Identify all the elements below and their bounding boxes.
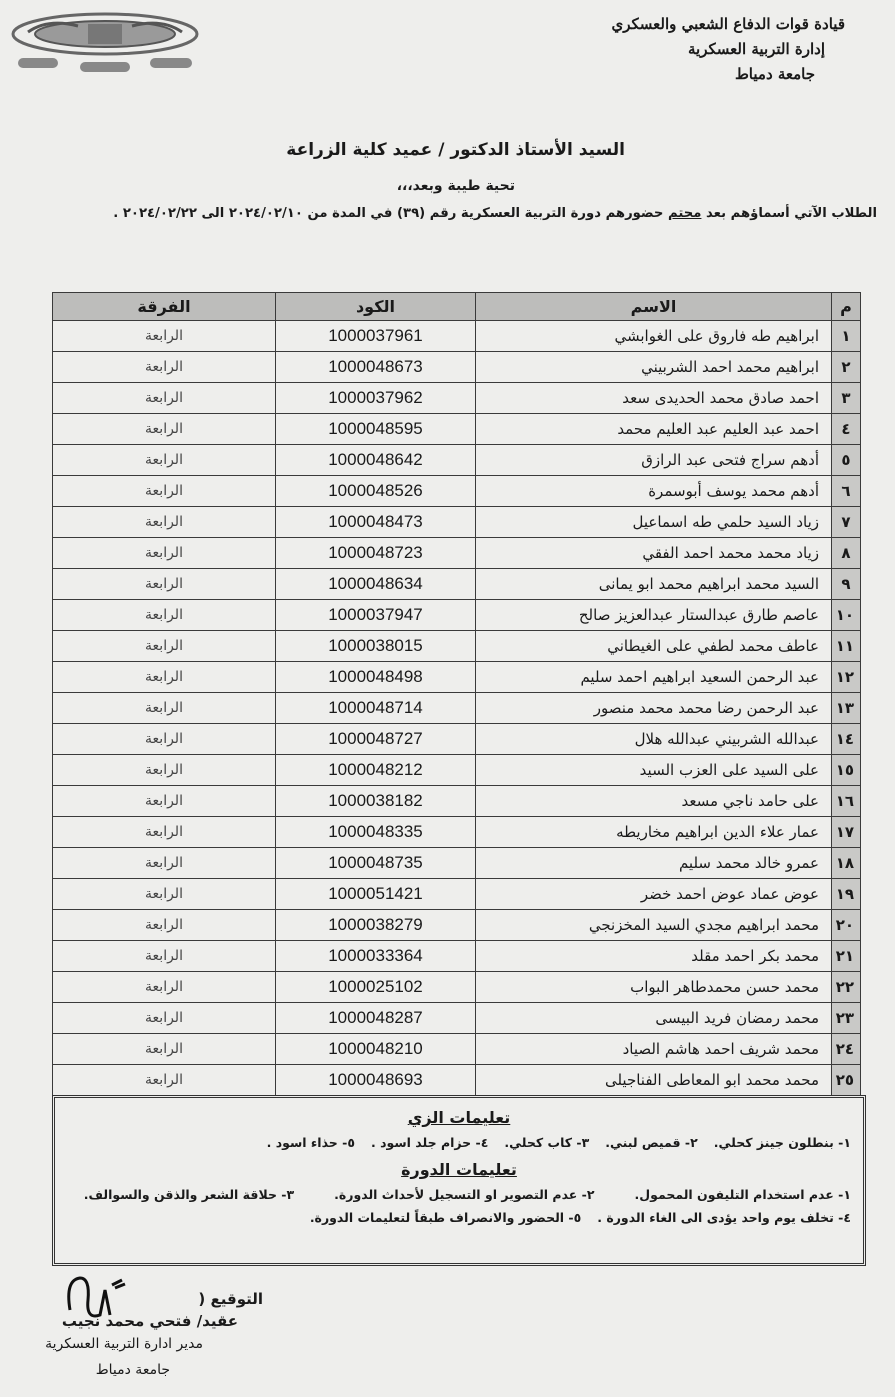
student-name: احمد عبد العليم عبد العليم محمد [476,414,832,445]
row-index: ٢٣ [832,1003,861,1034]
signatory-name: عقيد/ فتحي محمد نجيب [61,1312,238,1330]
student-code: 1000048210 [276,1034,476,1065]
row-index: ١٥ [832,755,861,786]
row-index: ٢١ [832,941,861,972]
uniform-title: تعليمات الزي [407,1108,511,1127]
row-index: ١٢ [832,662,861,693]
student-year: الرابعة [53,383,276,414]
student-code: 1000048723 [276,538,476,569]
row-index: ٧ [832,507,861,538]
table-row [53,755,861,786]
row-index: ١٨ [832,848,861,879]
signatory-university: جامعة دمياط [95,1362,170,1378]
intro-part-b: حضورهم دورة التربية العسكرية رقم (٣٩) في المدة من ٢٠٢٤/٠٢/١٠ الى ٢٠٢٤/٠٢/٢٢ . [113,206,664,221]
student-year: الرابعة [53,1034,276,1065]
table-row [53,383,861,414]
intro-underlined-word: محتم [668,206,702,221]
student-code: 1000048673 [276,352,476,383]
row-index: ٨ [832,538,861,569]
uniform-items [55,1135,863,1150]
row-index: ٢٠ [832,910,861,941]
signatory-title: مدير ادارة التربية العسكرية [45,1336,203,1352]
table-row [53,693,861,724]
table-row [53,724,861,755]
student-code: 1000048335 [276,817,476,848]
student-code: 1000048693 [276,1065,476,1096]
row-index: ١١ [832,631,861,662]
student-name: عبد الرحمن السعيد ابراهيم احمد سليم [476,662,832,693]
greeting: تحية طيبة وبعد،،، [396,178,515,194]
table-row [53,569,861,600]
student-year: الرابعة [53,476,276,507]
table-row [53,972,861,1003]
student-year: الرابعة [53,414,276,445]
student-year: الرابعة [53,445,276,476]
student-year: الرابعة [53,755,276,786]
table-header-row [53,293,861,321]
table-row [53,600,861,631]
table-row [53,414,861,445]
student-code: 1000048526 [276,476,476,507]
student-code: 1000033364 [276,941,476,972]
student-name: عمرو خالد محمد سليم [476,848,832,879]
table-row [53,1003,861,1034]
student-name: عاصم طارق عبدالستار عبدالعزيز صالح [476,600,832,631]
course-items-2 [55,1210,863,1225]
student-year: الرابعة [53,941,276,972]
student-year: الرابعة [53,538,276,569]
uniform-item: ٣- كاب كحلي. [504,1135,590,1150]
student-name: محمد ابراهيم مجدي السيد المخزنجي [476,910,832,941]
student-year: الرابعة [53,1065,276,1096]
student-code: 1000048634 [276,569,476,600]
student-name: زياد السيد حلمي طه اسماعيل [476,507,832,538]
header-name: الاسم [476,293,832,321]
row-index: ٢ [832,352,861,383]
table-row [53,321,861,352]
student-year: الرابعة [53,848,276,879]
student-code: 1000037947 [276,600,476,631]
student-name: ابراهيم محمد احمد الشربيني [476,352,832,383]
header-index: م [832,293,861,321]
student-name: على السيد على العزب السيد [476,755,832,786]
course-item: ١- عدم استخدام التليفون المحمول. [634,1187,851,1202]
table-row [53,476,861,507]
row-index: ١٠ [832,600,861,631]
student-code: 1000038015 [276,631,476,662]
student-name: محمد حسن محمدطاهر البواب [476,972,832,1003]
student-year: الرابعة [53,569,276,600]
table-row [53,662,861,693]
student-year: الرابعة [53,693,276,724]
row-index: ١٧ [832,817,861,848]
student-name: عبد الرحمن رضا محمد محمد منصور [476,693,832,724]
table-row [53,848,861,879]
table-body [53,321,861,1096]
intro-paragraph [113,206,877,221]
table-row [53,352,861,383]
student-code: 1000048498 [276,662,476,693]
row-index: ١٤ [832,724,861,755]
table-row [53,631,861,662]
row-index: ٢٤ [832,1034,861,1065]
student-name: أدهم محمد يوسف أبوسمرة [476,476,832,507]
student-code: 1000048212 [276,755,476,786]
student-name: السيد محمد ابراهيم محمد ابو يمانى [476,569,832,600]
student-name: عوض عماد عوض احمد خضر [476,879,832,910]
row-index: ٤ [832,414,861,445]
student-code: 1000048727 [276,724,476,755]
instructions-box [52,1095,866,1266]
issuer-line-1: قيادة قوات الدفاع الشعبي والعسكري [611,15,845,33]
student-code: 1000048287 [276,1003,476,1034]
uniform-item: ١- بنطلون جينز كحلي. [713,1135,851,1150]
student-code: 1000051421 [276,879,476,910]
issuer-line-2: إدارة التربية العسكرية [688,40,825,58]
row-index: ٥ [832,445,861,476]
student-name: عمار علاء الدين ابراهيم مخاريطه [476,817,832,848]
table-row [53,910,861,941]
course-items-1 [55,1187,863,1202]
table-row [53,786,861,817]
student-name: عاطف محمد لطفي على الغيطاني [476,631,832,662]
table-row [53,1034,861,1065]
student-name: محمد شريف احمد هاشم الصياد [476,1034,832,1065]
student-year: الرابعة [53,1003,276,1034]
student-year: الرابعة [53,786,276,817]
student-name: محمد محمد ابو المعاطى الفناجيلى [476,1065,832,1096]
issuer-line-3: جامعة دمياط [734,65,815,83]
table-row [53,879,861,910]
student-code: 1000038182 [276,786,476,817]
table-row [53,941,861,972]
student-code: 1000038279 [276,910,476,941]
student-code: 1000037962 [276,383,476,414]
student-year: الرابعة [53,631,276,662]
table-row [53,507,861,538]
emblem-logo-icon [8,10,202,74]
table-row [53,445,861,476]
intro-part-a: الطلاب الآتي أسماؤهم بعد [706,206,877,221]
row-index: ٩ [832,569,861,600]
students-table [52,292,861,1096]
student-year: الرابعة [53,910,276,941]
course-item: ٣- حلاقة الشعر والذقن والسوالف. [83,1187,295,1202]
student-year: الرابعة [53,879,276,910]
course-item: ٥- الحضور والانصراف طبقاً لتعليمات الدورة. [309,1210,582,1225]
uniform-item: ٥- حذاء اسود . [266,1135,355,1150]
student-year: الرابعة [53,352,276,383]
student-code: 1000048595 [276,414,476,445]
student-year: الرابعة [53,724,276,755]
row-index: ١٦ [832,786,861,817]
student-year: الرابعة [53,321,276,352]
table-row [53,538,861,569]
issuer-header [495,12,845,87]
student-code: 1000048642 [276,445,476,476]
row-index: ١٣ [832,693,861,724]
student-year: الرابعة [53,662,276,693]
student-year: الرابعة [53,600,276,631]
student-name: عبدالله الشربيني عبدالله هلال [476,724,832,755]
student-code: 1000048714 [276,693,476,724]
course-item: ٤- تخلف يوم واحد يؤدى الى الغاء الدورة . [597,1210,851,1225]
student-code: 1000037961 [276,321,476,352]
student-name: أدهم سراج فتحى عبد الرازق [476,445,832,476]
student-name: محمد رمضان فريد البيسى [476,1003,832,1034]
student-name: احمد صادق محمد الحديدى سعد [476,383,832,414]
uniform-item: ٤- حزام جلد اسود . [370,1135,489,1150]
student-name: محمد بكر احمد مقلد [476,941,832,972]
table-row [53,1065,861,1096]
row-index: ١٩ [832,879,861,910]
addressee: السيد الأستاذ الدكتور / عميد كلية الزراعة [286,140,625,160]
row-index: ٦ [832,476,861,507]
header-year: الفرقة [53,293,276,321]
table-row [53,817,861,848]
student-year: الرابعة [53,817,276,848]
signature-label: التوقيع ( [198,1290,263,1308]
row-index: ٢٥ [832,1065,861,1096]
course-item: ٢- عدم التصوير او التسجيل لأحداث الدورة. [334,1187,595,1202]
student-name: ابراهيم طه فاروق على الغوابشي [476,321,832,352]
course-title: تعليمات الدورة [401,1160,517,1179]
student-year: الرابعة [53,972,276,1003]
uniform-item: ٢- قميص لبني. [605,1135,698,1150]
row-index: ١ [832,321,861,352]
student-code: 1000048473 [276,507,476,538]
row-index: ٣ [832,383,861,414]
row-index: ٢٢ [832,972,861,1003]
student-year: الرابعة [53,507,276,538]
student-name: زياد محمد محمد احمد الفقي [476,538,832,569]
header-code: الكود [276,293,476,321]
student-code: 1000025102 [276,972,476,1003]
student-code: 1000048735 [276,848,476,879]
student-name: على حامد ناجي مسعد [476,786,832,817]
